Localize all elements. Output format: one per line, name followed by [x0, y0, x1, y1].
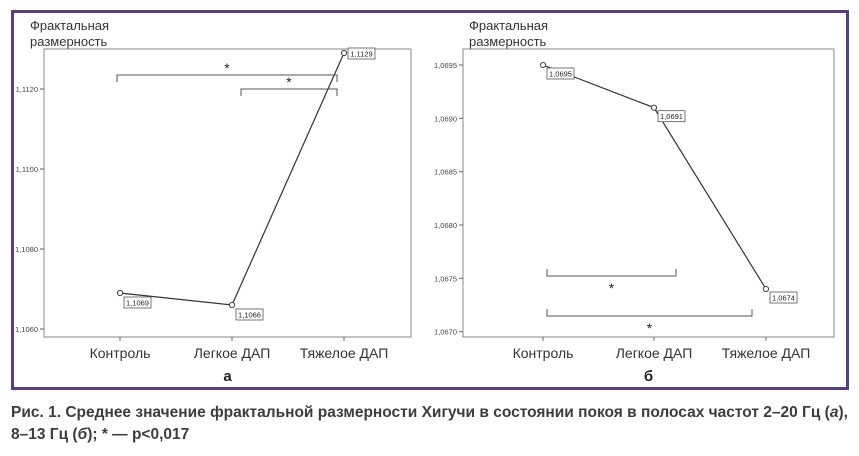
significance-star: *: [286, 74, 292, 90]
figure-caption: [11, 402, 856, 446]
y-tick-label: 1,1080: [15, 245, 38, 254]
y-tick-label: 1,0670: [434, 327, 457, 337]
x-category-label: Контроль: [89, 345, 151, 361]
data-label: 1,0691: [660, 111, 683, 121]
data-label: 1,1066: [238, 310, 261, 320]
y-axis-title-line1: Фрактальная: [469, 18, 549, 33]
significance-star: *: [224, 60, 230, 76]
y-tick-label: 1,0675: [434, 274, 457, 284]
series-line: [120, 53, 344, 308]
caption-text-1: Рис. 1. Среднее значение фрактальной размерности Хигучи в состоянии покоя в полосах частот 2–20 Гц (: [11, 404, 830, 421]
series-line: [543, 65, 766, 289]
panel-label: б: [643, 368, 654, 385]
significance-bracket: [547, 309, 752, 316]
significance-star: *: [608, 280, 615, 296]
panel-label: а: [223, 368, 232, 385]
chart-canvas: [14, 13, 846, 387]
y-axis-title-line1: Фрактальная: [30, 18, 110, 33]
caption-italic-b: б: [77, 426, 88, 443]
y-tick-label: 1,1100: [15, 165, 38, 174]
x-category-label: Тяжелое ДАП: [721, 345, 811, 361]
data-point: [117, 290, 122, 295]
y-tick-label: 1,1060: [15, 325, 38, 334]
y-axis-title-line2: размерность: [30, 34, 108, 49]
significance-bracket: [241, 89, 337, 96]
y-tick-label: 1,0690: [434, 114, 457, 124]
y-tick-label: 1,0685: [434, 167, 457, 177]
figure-frame: [11, 10, 849, 390]
data-point: [651, 105, 656, 110]
x-category-label: Легкое ДАП: [193, 345, 271, 361]
x-category-label: Тяжелое ДАП: [299, 345, 389, 361]
y-tick-label: 1,0695: [434, 61, 457, 70]
x-category-label: Легкое ДАП: [615, 345, 693, 361]
data-point: [341, 50, 346, 55]
x-category-label: Контроль: [512, 345, 574, 361]
data-point: [229, 302, 234, 307]
data-point: [763, 286, 768, 291]
data-label: 1,1069: [126, 298, 149, 308]
y-tick-label: 1,0680: [434, 221, 457, 230]
plot-area-border: [44, 49, 411, 337]
significance-star: *: [646, 320, 653, 336]
data-label: 1,0695: [549, 69, 572, 79]
y-axis-title-line2: размерность: [469, 34, 547, 49]
data-label: 1,1129: [350, 49, 373, 59]
y-tick-label: 1,1120: [15, 85, 38, 94]
data-label: 1,0674: [772, 293, 795, 303]
significance-bracket: [117, 75, 337, 82]
significance-bracket: [547, 269, 676, 276]
caption-text-3: ); * — p<0,017: [87, 426, 190, 443]
caption-text-2: ), 8–13 Гц (: [11, 404, 848, 443]
caption-italic-a: а: [829, 404, 839, 421]
data-point: [540, 62, 545, 67]
